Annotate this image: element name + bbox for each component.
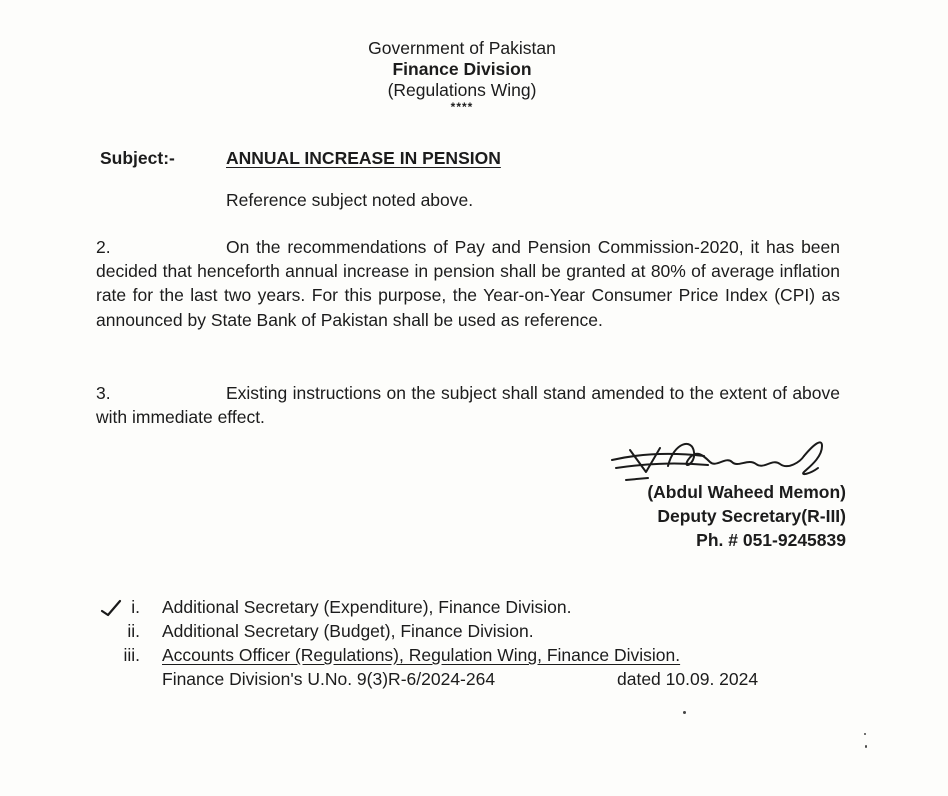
scan-speck xyxy=(865,745,867,748)
uno-number: Finance Division's U.No. 9(3)R-6/2024-264 xyxy=(162,669,496,689)
list-item-text: Accounts Officer (Regulations), Regulation Wing, Finance Division. xyxy=(162,645,681,665)
paragraph-3-number: 3. xyxy=(96,383,111,403)
list-item-number: iii. xyxy=(123,645,140,665)
list-item-number: ii. xyxy=(127,621,140,641)
paragraph-2-number: 2. xyxy=(96,237,111,257)
paragraph-2 xyxy=(96,235,840,332)
paragraph-3 xyxy=(96,381,840,429)
signatory-name: (Abdul Waheed Memon) xyxy=(647,482,846,502)
division-name: Finance Division xyxy=(392,59,532,79)
uno-date: dated 10.09. 2024 xyxy=(617,669,759,689)
list-item-text: Additional Secretary (Expenditure), Finance Division. xyxy=(162,597,572,617)
list-item-text: Additional Secretary (Budget), Finance Division. xyxy=(162,621,534,641)
signatory-designation: Deputy Secretary(R-III) xyxy=(657,506,846,526)
subject-text: ANNUAL INCREASE IN PENSION xyxy=(226,148,501,168)
list-item-number: i. xyxy=(131,597,140,617)
paragraph-2-text: On the recommendations of Pay and Pension Commission-2020, it has been decided that henceforth annual increase in pension shall be granted at 80% of average inflation rate for the last two years. For this purpose, the Year-on-Year Consumer Price Index (CPI) as announced by State Bank of Pakistan shall be used as reference. xyxy=(96,237,840,330)
government-name: Government of Pakistan xyxy=(368,38,556,58)
signatory-block xyxy=(647,480,846,552)
letterhead xyxy=(0,38,924,113)
header-stars: **** xyxy=(450,100,474,114)
paragraph-3-text: Existing instructions on the subject shall stand amended to the extent of above with immediate effect. xyxy=(96,383,840,428)
reference-line: Reference subject noted above. xyxy=(226,190,474,210)
subject-label: Subject:- xyxy=(100,148,175,168)
scan-speck xyxy=(864,733,866,735)
scan-speck xyxy=(683,711,686,714)
signatory-phone: Ph. # 051-9245839 xyxy=(696,530,846,550)
wing-name: (Regulations Wing) xyxy=(387,80,537,100)
